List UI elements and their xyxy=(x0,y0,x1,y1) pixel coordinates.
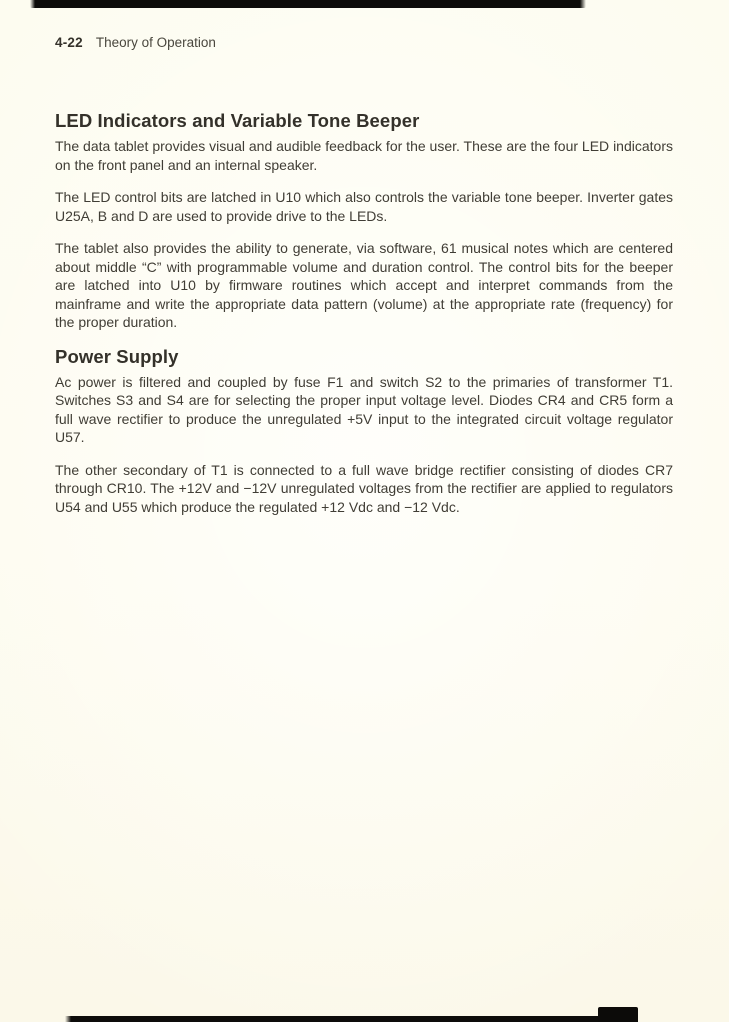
section-heading: LED Indicators and Variable Tone Beeper xyxy=(55,110,420,131)
page-header-title: Theory of Operation xyxy=(95,35,216,50)
section-led-indicators-and-variable-tone-beeper xyxy=(55,110,673,332)
page-number: 4-22 xyxy=(55,35,83,50)
paragraph: The data tablet provides visual and audible feedback for the user. These are the four LED indicators on the front panel and an internal speaker. xyxy=(55,138,673,173)
scanner-edge-bottom-bar xyxy=(65,1016,601,1022)
paragraph: Ac power is filtered and coupled by fuse F1 and switch S2 to the primaries of transformer T1. Switches S3 and S4 are for selecting the proper input voltage level. Diodes CR4 and CR5 form a full wave rectifier to produce the unregulated +5V input to the integrated circuit voltage regulator U57. xyxy=(55,373,673,445)
scanner-edge-bottom-right-mark xyxy=(598,1007,638,1022)
section-power-supply xyxy=(55,346,673,517)
section-heading: Power Supply xyxy=(55,345,179,367)
page-header xyxy=(55,0,673,51)
page-content xyxy=(55,0,673,530)
paragraph: The LED control bits are latched in U10 which also controls the variable tone beeper. Inverter gates U25A, B and D are used to provide drive to the LEDs. xyxy=(55,189,673,224)
paragraph: The other secondary of T1 is connected to a full wave bridge rectifier consisting of diodes CR7 through CR10. The +12V and −12V unregulated voltages from the rectifier are applied to regulators U54 and U55 which produce the regulated +12 Vdc and −12 Vdc. xyxy=(55,461,673,515)
paragraph: The tablet also provides the ability to generate, via software, 61 musical notes which are centered about middle “C” with programmable volume and duration control. The control bits for the beeper are latched into U10 by firmware routines which accept and interpret commands from the mainframe and write the appropriate data pattern (volume) at the appropriate rate (frequency) for the proper duration. xyxy=(55,240,673,330)
